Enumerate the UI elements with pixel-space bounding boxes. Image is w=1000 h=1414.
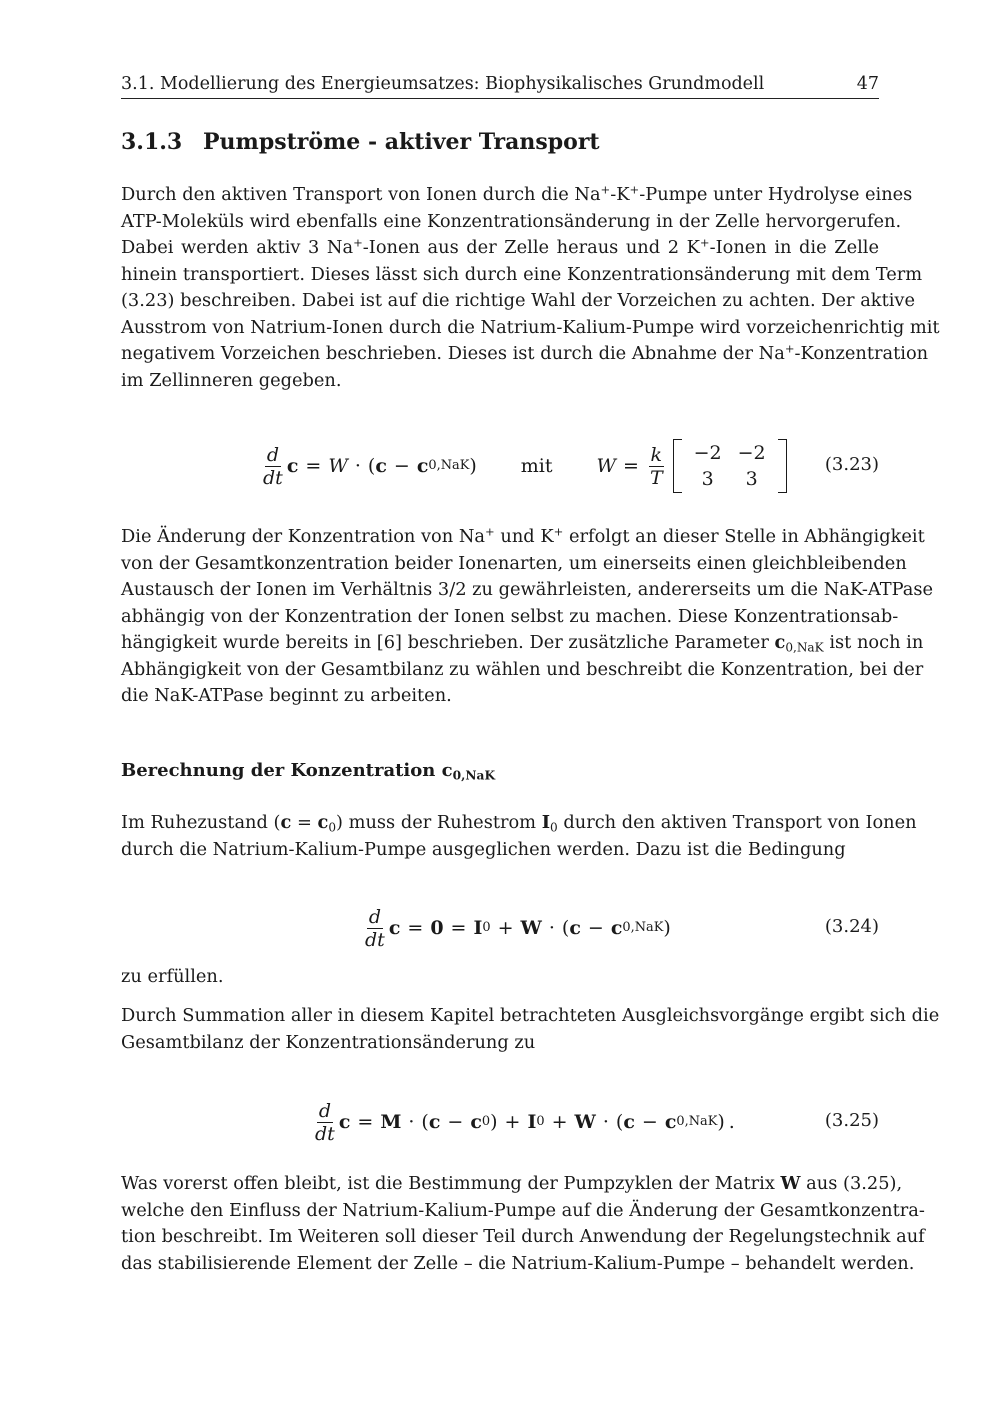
- section-heading: [121, 126, 600, 158]
- text-line: die NaK-ATPase beginnt zu arbeiten.: [121, 685, 452, 706]
- text-line: Was vorerst offen bleibt, ist die Bestimmung der Pumpzyklen der Matrix W aus (3.25),: [121, 1173, 903, 1194]
- page-number: 47: [856, 74, 879, 94]
- text-line: von der Gesamtkonzentration beider Ionenarten, um einerseits einen gleichbleibenden: [121, 552, 907, 574]
- text-line: durch die Natrium-Kalium-Pumpe ausgeglichen werden. Dazu ist die Bedingung: [121, 838, 846, 860]
- paragraph-rest-state: [121, 810, 917, 863]
- text-line: Austausch der Ionen im Verhältnis 3/2 zu gewährleisten, andererseits um die NaK-ATPase: [121, 579, 934, 600]
- paragraph-fulfill: [121, 964, 879, 991]
- text-line: hinein transportiert. Dieses lässt sich durch eine Konzentrationsänderung mit dem Term: [121, 263, 923, 285]
- text-line: tion beschreibt. Im Weiteren soll dieser Teil durch Anwendung der Regelungstechnik auf: [121, 1226, 925, 1247]
- matrix-cell: 3: [701, 468, 714, 490]
- matrix-cell: −2: [737, 442, 766, 464]
- derivative-fraction: $\frac{d}{dt}$: [365, 905, 385, 951]
- running-title: 3.1. Modellierung des Energieumsatzes: Biophysikalisches Grundmodell: [121, 74, 765, 94]
- text-line: Durch Summation aller in diesem Kapitel betrachteten Ausgleichsvorgänge ergibt sich die: [121, 1005, 940, 1026]
- running-header: [121, 70, 879, 99]
- derivative-fraction: $\frac{d}{dt}$: [263, 443, 283, 489]
- text-line: Durch den aktiven Transport von Ionen durch die Na+-K+-Pumpe unter Hydrolyse eines: [121, 182, 913, 205]
- text-line: Dabei werden aktiv 3 Na+-Ionen aus der Zelle heraus und 2 K+-Ionen in die Zelle: [121, 235, 879, 258]
- pump-matrix: [673, 439, 787, 493]
- equation-3-23: $\frac{d}{dt}$ c = W · ( c − c 0,NaK ) mit W = $\frac{k}{T}$ −2 −2 3 3 (3.23): [121, 436, 879, 496]
- equation-3-25: $\frac{d}{dt}$ c = M · ( c − c 0 ) + I 0 + W · ( c − c 0,NaK ) . (3.25): [315, 1099, 879, 1145]
- text-line: Im Ruhezustand $(c = c_0)$ muss der Ruhestrom $I_0$ durch den aktiven Transport von Ionen: [121, 812, 917, 835]
- equation-conjunction: mit: [520, 455, 553, 477]
- paragraph-concentration: [121, 524, 934, 710]
- paragraph-intro: [121, 182, 940, 394]
- text-line: Abhängigkeit von der Gesamtbilanz zu wählen und beschreibt die Konzentration, bei der: [121, 658, 924, 680]
- text-line: hängigkeit wurde bereits in [6] beschrieben. Der zusätzliche Parameter $c_{0,NaK}$ ist noch in: [121, 632, 924, 655]
- equation-3-24: $\frac{d}{dt}$ c = 0 = I 0 + W · ( c − c 0,NaK ) (3.24): [365, 905, 879, 951]
- equation-number: (3.23): [824, 454, 879, 475]
- text-line: Die Änderung der Konzentration von Na+ und K+ erfolgt an dieser Stelle in Abhängigkeit: [121, 524, 925, 547]
- text-line: zu erfüllen.: [121, 966, 224, 987]
- paragraph-summation: [121, 1003, 940, 1056]
- text-line: welche den Einfluss der Natrium-Kalium-Pumpe auf die Änderung der Gesamtkonzentra-: [121, 1199, 925, 1221]
- derivative-fraction: $\frac{d}{dt}$: [315, 1099, 335, 1145]
- text-line: (3.23) beschreiben. Dabei ist auf die richtige Wahl der Vorzeichen zu achten. Der aktive: [121, 290, 915, 311]
- equation-number: (3.24): [824, 916, 879, 937]
- text-line: Ausstrom von Natrium-Ionen durch die Natrium-Kalium-Pumpe wird vorzeichenrichtig mit: [121, 316, 940, 338]
- text-line: Gesamtbilanz der Konzentrationsänderung zu: [121, 1031, 536, 1053]
- k-over-t-fraction: $\frac{k}{T}$: [649, 443, 663, 489]
- equation-number: (3.25): [824, 1110, 879, 1131]
- text-line: das stabilisierende Element der Zelle – die Natrium-Kalium-Pumpe – behandelt werden.: [121, 1252, 915, 1274]
- section-title: Pumpströme - aktiver Transport: [203, 129, 600, 155]
- matrix-cell: −2: [693, 442, 722, 464]
- text-line: abhängig von der Konzentration der Ionen selbst zu machen. Diese Konzentrationsab-: [121, 605, 899, 627]
- section-number: 3.1.3: [121, 129, 183, 155]
- matrix-cell: 3: [745, 468, 758, 490]
- text-line: im Zellinneren gegeben.: [121, 369, 342, 391]
- text-line: ATP-Moleküls wird ebenfalls eine Konzentrationsänderung in der Zelle hervorgerufen.: [121, 210, 902, 232]
- text-line: negativem Vorzeichen beschrieben. Dieses ist durch die Abnahme der Na+-Konzentration: [121, 341, 929, 364]
- subsection-heading: Berechnung der Konzentration $c_{0,NaK}$: [121, 760, 496, 783]
- paragraph-outlook: [121, 1171, 925, 1277]
